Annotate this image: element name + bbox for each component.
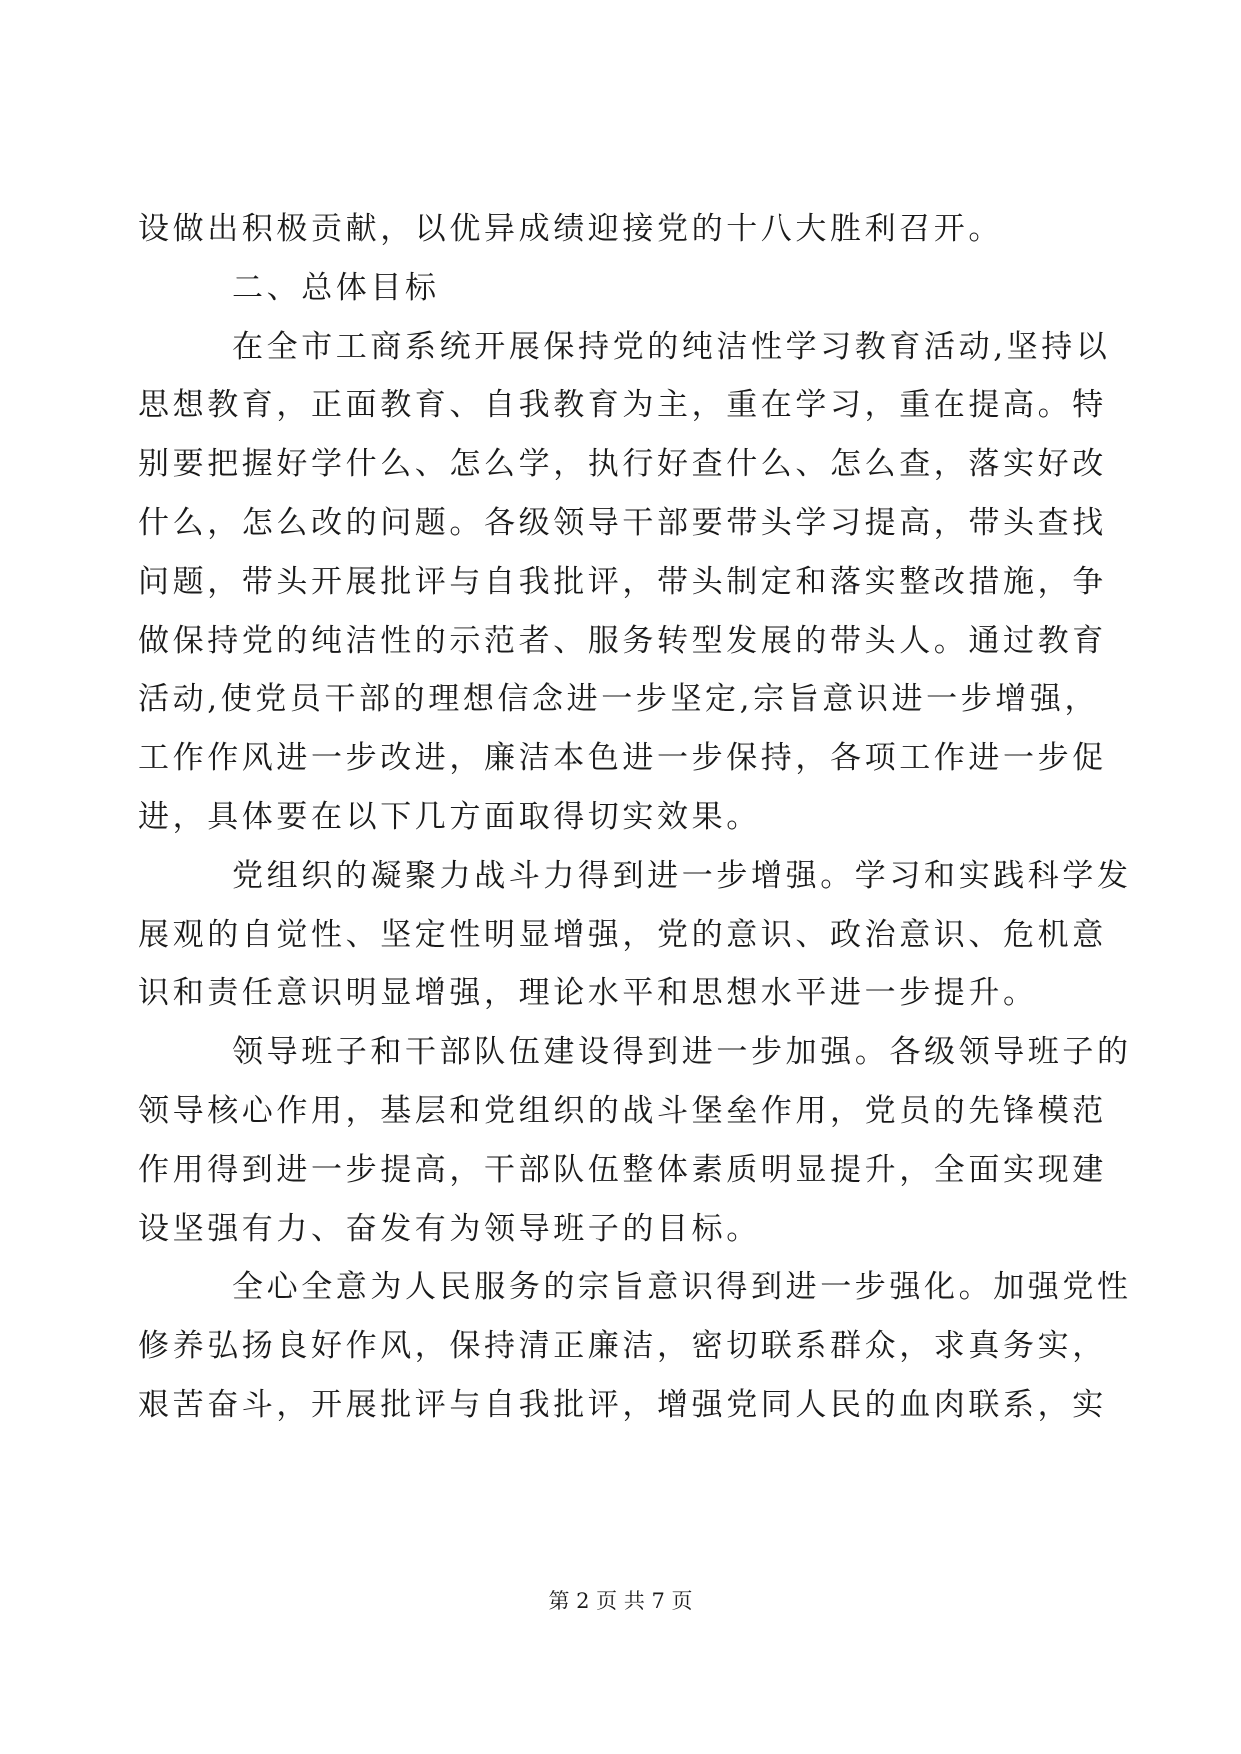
text-line: 进，具体要在以下几方面取得切实效果。 bbox=[138, 798, 761, 835]
document-body bbox=[138, 200, 1132, 1435]
text-line: 艰苦奋斗，开展批评与自我批评，增强党同人民的血肉联系，实 bbox=[138, 1386, 1107, 1423]
text-line: 活动,使党员干部的理想信念进一步坚定,宗旨意识进一步增强， bbox=[138, 681, 1100, 718]
text-line: 全心全意为人民服务的宗旨意识得到进一步强化。加强党性 bbox=[232, 1269, 1132, 1306]
text-line: 做保持党的纯洁性的示范者、服务转型发展的带头人。通过教育 bbox=[138, 622, 1107, 659]
section-heading: 二、总体目标 bbox=[232, 269, 440, 306]
text-line: 工作作风进一步改进，廉洁本色进一步保持，各项工作进一步促 bbox=[138, 740, 1107, 777]
text-line: 作用得到进一步提高，干部队伍整体素质明显提升，全面实现建 bbox=[138, 1151, 1107, 1188]
text-line: 什么，怎么改的问题。各级领导干部要带头学习提高，带头查找 bbox=[138, 504, 1107, 541]
text-line: 别要把握好学什么、怎么学，执行好查什么、怎么查，落实好改 bbox=[138, 446, 1107, 483]
text-line: 修养弘扬良好作风，保持清正廉洁，密切联系群众，求真务实， bbox=[138, 1328, 1107, 1365]
text-line: 展观的自觉性、坚定性明显增强，党的意识、政治意识、危机意 bbox=[138, 916, 1107, 953]
text-line: 领导核心作用，基层和党组织的战斗堡垒作用，党员的先锋模范 bbox=[138, 1092, 1107, 1129]
text-line: 设坚强有力、奋发有为领导班子的目标。 bbox=[138, 1210, 761, 1247]
page-number-footer: 第 2 页 共 7 页 bbox=[548, 1589, 693, 1613]
text-line: 识和责任意识明显增强，理论水平和思想水平进一步提升。 bbox=[138, 975, 1038, 1012]
text-line: 在全市工商系统开展保持党的纯洁性学习教育活动,坚持以 bbox=[232, 328, 1111, 365]
text-line: 思想教育，正面教育、自我教育为主，重在学习，重在提高。特 bbox=[138, 387, 1107, 424]
text-line: 党组织的凝聚力战斗力得到进一步增强。学习和实践科学发 bbox=[232, 857, 1132, 894]
text-line: 设做出积极贡献，以优异成绩迎接党的十八大胜利召开。 bbox=[138, 211, 1003, 247]
text-line: 领导班子和干部队伍建设得到进一步加强。各级领导班子的 bbox=[232, 1034, 1132, 1071]
text-line: 问题，带头开展批评与自我批评，带头制定和落实整改措施，争 bbox=[138, 563, 1107, 600]
